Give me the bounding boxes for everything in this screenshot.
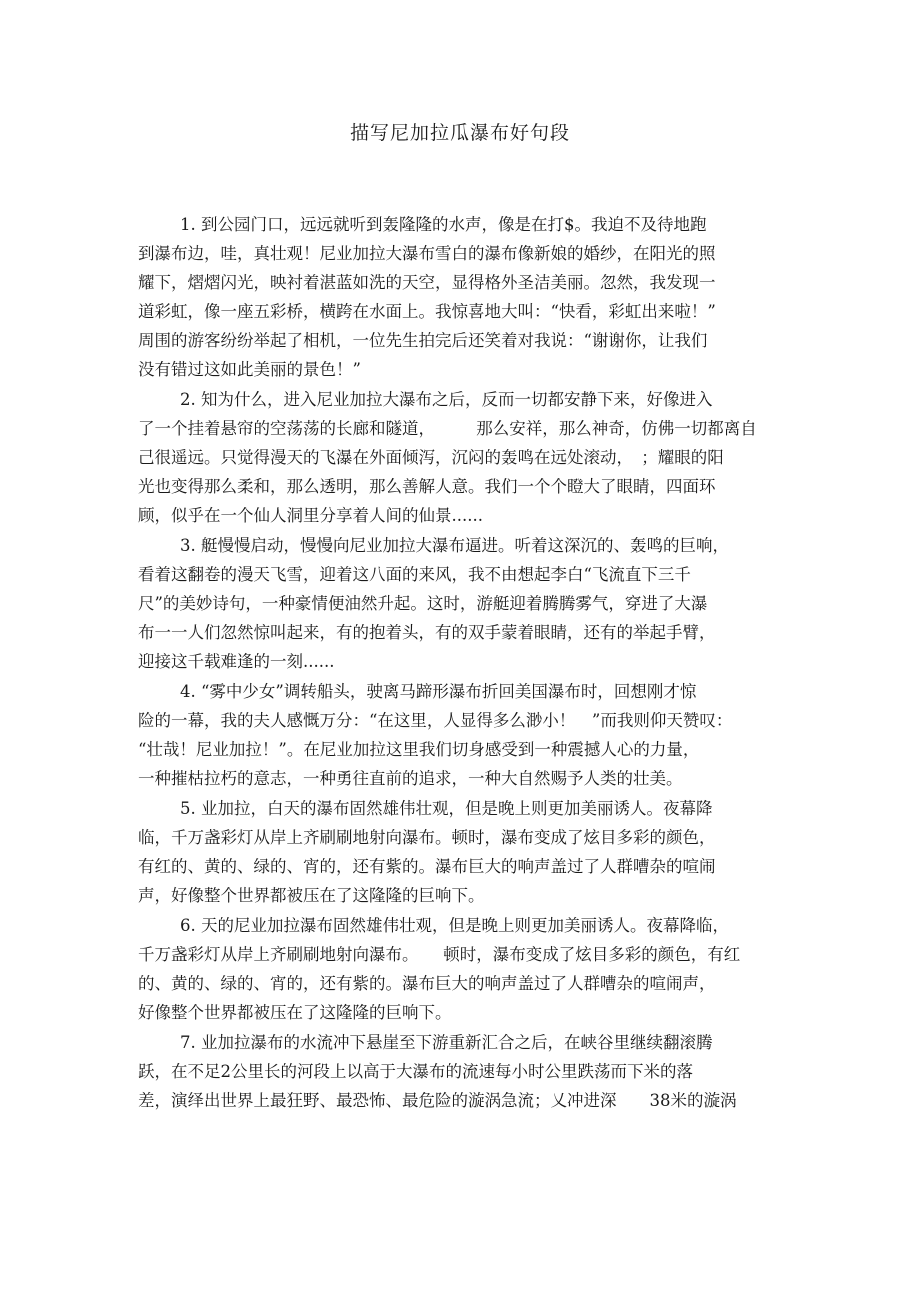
paragraph-line: 跃，在不足2公里长的河段上以高于大瀑布的流速每小时公里跌荡而下米的落 — [138, 1062, 693, 1081]
paragraph-3 — [138, 531, 798, 676]
paragraph-line: 看着这翻卷的漫天飞雪，迎着这八面的来风，我不由想起李白“飞流直下三千 — [138, 565, 691, 584]
paragraph-line: “壮哉！尼业加拉！”。在尼业加拉这里我们切身感受到一种震撼人心的力量， — [138, 740, 700, 759]
paragraph-line: 差，演绎出世界上最狂野、最恐怖、最危险的漩涡急流；乂冲进深 38米的漩涡 — [138, 1091, 737, 1110]
paragraph-line: 布一一人们忽然惊叫起来，有的抱着头，有的双手蒙着眼睛，还有的举起手臂， — [138, 623, 716, 642]
paragraph-line: 好像整个世界都被压在了这隆隆的巨响下。 — [138, 1003, 452, 1022]
paragraph-5 — [138, 794, 798, 910]
paragraph-line: 道彩虹，像一座五彩桥，横跨在水面上。我惊喜地大叫：“快看，彩虹出来啦！” — [138, 302, 716, 321]
paragraph-6 — [138, 911, 798, 1027]
paragraph-line: 迎接这千载难逢的一刻...... — [138, 652, 335, 671]
paragraph-line: 尺”的美妙诗句，一种豪情便油然升起。这时，游艇迎着腾腾雾气，穿进了大瀑 — [138, 594, 708, 613]
paragraph-line: 有红的、黄的、绿的、宵的，还有紫的。瀑布巨大的响声盖过了人群嘈杂的喧闹 — [138, 857, 716, 876]
paragraph-line: 5. 业加拉，白天的瀑布固然雄伟壮观，但是晚上则更加美丽诱人。夜幕降 — [180, 799, 713, 818]
paragraph-line: 顾，似乎在一个仙人洞里分享着人间的仙景...... — [138, 506, 483, 525]
paragraph-line: 7. 业加拉瀑布的水流冲下悬崖至下游重新汇合之后，在峡谷里继续翻滚腾 — [180, 1033, 713, 1052]
paragraph-line: 到瀑布边，哇，真壮观！尼业加拉大瀑布雪白的瀑布像新娘的婚纱，在阳光的照 — [138, 244, 716, 263]
paragraph-1 — [138, 210, 798, 384]
paragraph-line: 4. “雾中少女”调转船头，驶离马蹄形瀑布折回美国瀑布时，回想刚才惊 — [180, 682, 697, 701]
document-title: 描写尼加拉瓜瀑布好句段 — [349, 122, 570, 144]
paragraph-line: 声，好像整个世界都被压在了这隆隆的巨响下。 — [138, 886, 485, 905]
paragraph-line: 2. 知为什么，进入尼业加拉大瀑布之后，反而一切都安静下来，好像进入 — [180, 390, 713, 409]
paragraph-line: 没有错过这如此美丽的景色！” — [138, 360, 361, 379]
paragraph-line: 6. 天的尼业加拉瀑布固然雄伟壮观，但是晚上则更加美丽诱人。夜幕降临， — [180, 916, 729, 935]
paragraph-4 — [138, 677, 798, 793]
paragraph-7 — [138, 1028, 798, 1115]
paragraph-line: 周围的游客纷纷举起了相机，一位先生拍完后还笑着对我说：“谢谢你，让我们 — [138, 331, 708, 350]
paragraph-line: 千万盏彩灯从岸上齐刷刷地射向瀑布。 顿时，瀑布变成了炫目多彩的颜色，有红 — [138, 945, 741, 964]
paragraph-line: 耀下，熠熠闪光，映衬着湛蓝如洗的天空，显得格外圣洁美丽。忽然，我发现一 — [138, 273, 716, 292]
paragraph-line: 临，千万盏彩灯从岸上齐刷刷地射向瀑布。顿时，瀑布变成了炫目多彩的颜色， — [138, 828, 716, 847]
paragraph-line: 一种摧枯拉朽的意志，一种勇往直前的追求，一种大自然赐予人类的壮美。 — [138, 769, 683, 788]
paragraph-line: 光也变得那么柔和，那么透明，那么善解人意。我们一个个瞪大了眼睛，四面环 — [138, 477, 716, 496]
paragraph-line: 险的一幕，我的夫人感慨万分：“在这里，人显得多么渺小！ ”而我则仰天赞叹： — [138, 711, 733, 730]
paragraph-line: 了一个挂着悬帘的空荡荡的长廊和隧道， 那么安祥，那么神奇，仿佛一切都离自 — [138, 419, 757, 438]
paragraph-line: 己很遥远。只觉得漫天的飞瀑在外面倾泻，沉闷的轰鸣在远处滚动， ；耀眼的阳 — [138, 448, 724, 467]
paragraph-line: 1. 到公园门口，远远就听到轰隆隆的水声，像是在打$。我迫不及待地跑 — [180, 215, 707, 234]
paragraph-line: 的、黄的、绿的、宵的，还有紫的。瀑布巨大的响声盖过了人群嘈杂的喧闹声， — [138, 974, 716, 993]
paragraph-line: 3. 艇慢慢启动，慢慢向尼业加拉大瀑布逼进。听着这深沉的、轰鸣的巨响， — [180, 536, 729, 555]
document-body — [138, 210, 798, 1115]
paragraph-2 — [138, 385, 798, 530]
